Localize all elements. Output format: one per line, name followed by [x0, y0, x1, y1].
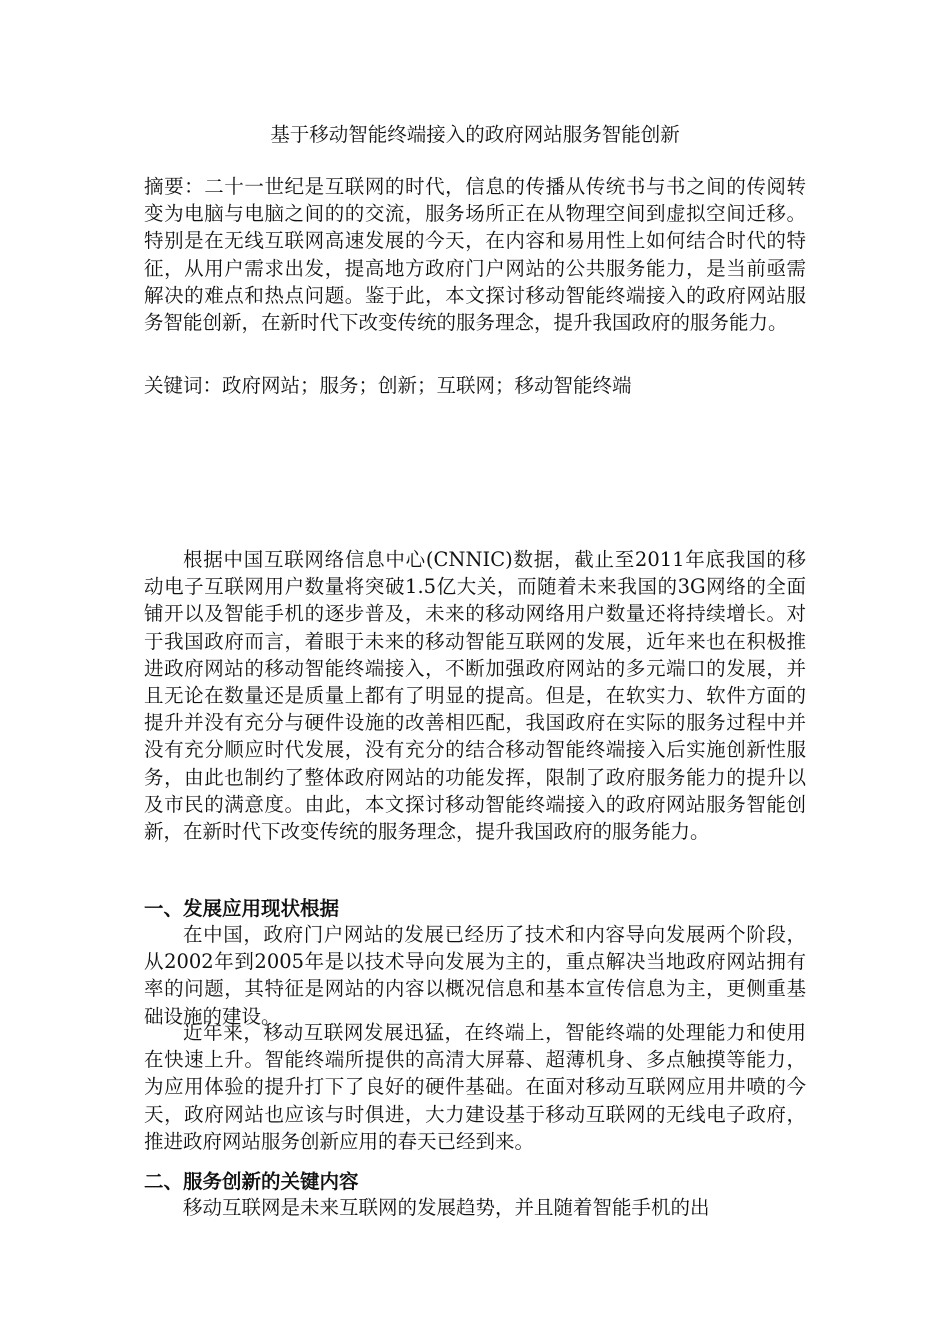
document-title: 基于移动智能终端接入的政府网站服务智能创新 — [270, 123, 680, 146]
abstract-paragraph: 摘要：二十一世纪是互联网的时代，信息的传播从传统书与书之间的传阅转变为电脑与电脑之间的的交流，服务场所正在从物理空间到虚拟空间迁移。特别是在无线互联网高速发展的今天，在内容和易用性上如何结合时代的特征，从用户需求出发，提高地方政府门户网站的公共服务能力，是当前亟需解决的难点和热点问题。鉴于此，本文探讨移动智能终端接入的政府网站服务智能创新，在新时代下改变传统的服务理念，提升我国政府的服务能力。 — [144, 175, 806, 335]
section-1-heading: 一、发展应用现状根据 — [144, 897, 340, 920]
section-2-paragraph-1: 移动互联网是未来互联网的发展趋势，并且随着智能手机的出 — [183, 1196, 710, 1219]
section-1-paragraph-2: 近年来，移动互联网发展迅猛，在终端上，智能终端的处理能力和使用在快速上升。智能终端所提供的高清大屏幕、超薄机身、多点触摸等能力，为应用体验的提升打下了良好的硬件基础。在面对移动互联网应用井喷的今天，政府网站也应该与时俱进，大力建设基于移动互联网的无线电子政府，推进政府网站服务创新应用的春天已经到来。 — [144, 1021, 806, 1153]
section-1-paragraph-1: 在中国，政府门户网站的发展已经历了技术和内容导向发展两个阶段，从2002年到2005年是以技术导向发展为主的，重点解决当地政府网站拥有率的问题，其特征是网站的内容以概况信息和基本宣传信息为主，更侧重基础设施的建设。 — [144, 923, 806, 1028]
section-2-heading: 二、服务创新的关键内容 — [144, 1170, 359, 1193]
intro-paragraph: 根据中国互联网络信息中心(CNNIC)数据，截止至2011年底我国的移动电子互联网用户数量将突破1.5亿大关，而随着未来我国的3G网络的全面铺开以及智能手机的逐步普及，未来的移动网络用户数量还将持续增长。对于我国政府而言，着眼于未来的移动智能互联网的发展，近年来也在积极推进政府网站的移动智能终端接入，不断加强政府网站的多元端口的发展，并且无论在数量还是质量上都有了明显的提高。但是，在软实力、软件方面的提升并没有充分与硬件设施的改善相匹配，我国政府在实际的服务过程中并没有充分顺应时代发展，没有充分的结合移动智能终端接入后实施创新性服务，由此也制约了整体政府网站的功能发挥，限制了政府服务能力的提升以及市民的满意度。由此，本文探讨移动智能终端接入的政府网站服务智能创新，在新时代下改变传统的服务理念，提升我国政府的服务能力。 — [144, 548, 806, 844]
keywords-line: 关键词：政府网站；服务；创新；互联网；移动智能终端 — [144, 374, 632, 397]
